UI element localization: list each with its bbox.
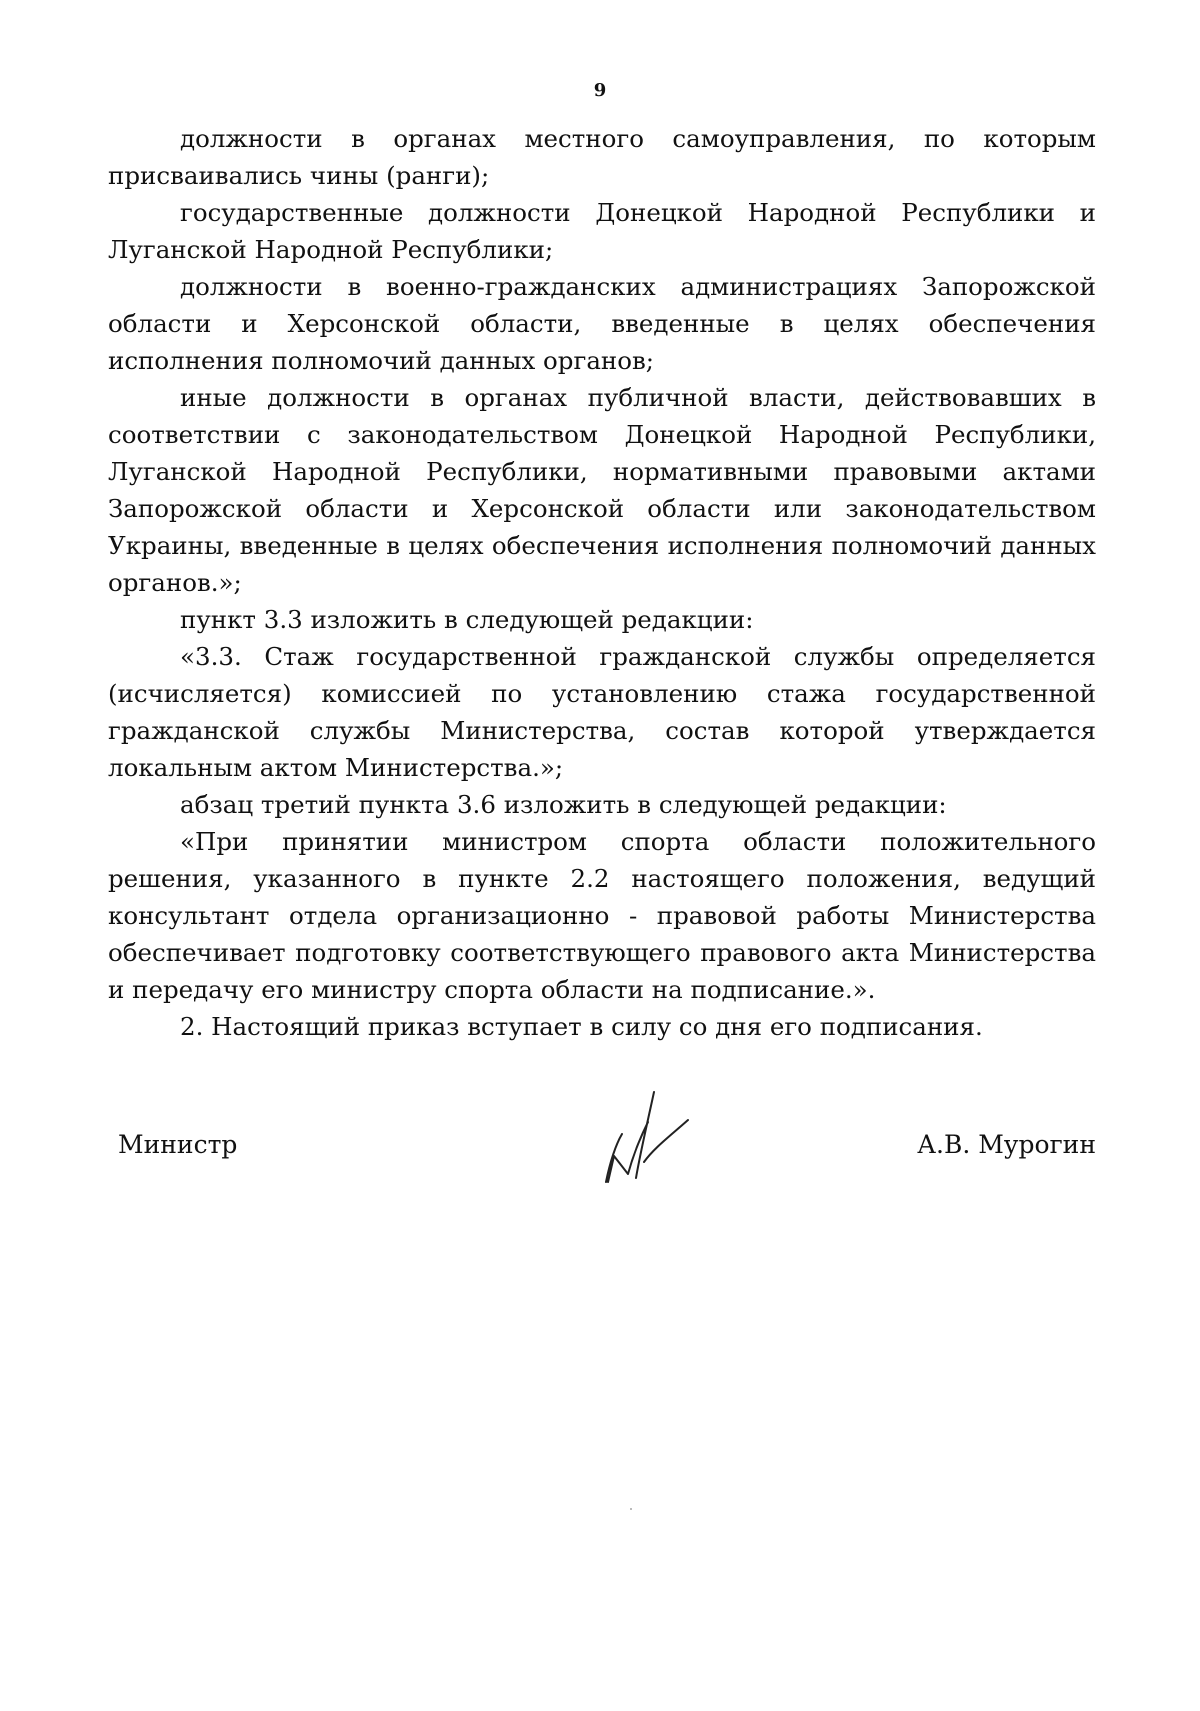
signatory-position: Министр — [118, 1130, 238, 1159]
page-number: 9 — [593, 80, 607, 101]
document-body — [108, 120, 1096, 1045]
paragraph-point-3-6-text: «При принятии министром спорта области положительного решения, указанного в пункте 2.2 настоящего положения, ведущий консультант отдела организационно - правовой работы Министерства обеспечивает подготовку соответствующего правового акта Министерства и передачу его министру спорта области на подписание.». — [108, 827, 1096, 1004]
scan-artifact — [630, 1508, 632, 1510]
paragraph-point-3-3-intro: пункт 3.3 изложить в следующей редакции: — [180, 605, 754, 634]
paragraph-entry-into-force: 2. Настоящий приказ вступает в силу со дня его подписания. — [180, 1012, 983, 1041]
paragraph-point-3-6-intro: абзац третий пункта 3.6 изложить в следующей редакции: — [180, 790, 947, 819]
paragraph-point-3-3-text: «3.3. Стаж государственной гражданской службы определяется (исчисляется) комиссией по установлению стажа государственной гражданской службы Министерства, состав которой утверждается локальным актом Министерства.»; — [108, 642, 1096, 782]
handwritten-signature-icon — [588, 1082, 698, 1192]
paragraph-local-government-posts: должности в органах местного самоуправления, по которым присваивались чины (ранги); — [108, 124, 1096, 190]
signatory-name: А.В. Мурогин — [917, 1130, 1096, 1159]
paragraph-state-posts: государственные должности Донецкой Народной Республики и Луганской Народной Республики; — [108, 198, 1096, 264]
paragraph-military-civil-administrations: должности в военно-гражданских администрациях Запорожской области и Херсонской области, введенные в целях обеспечения исполнения полномочий данных органов; — [108, 272, 1096, 375]
paragraph-other-public-posts: иные должности в органах публичной власти, действовавших в соответствии с законодательством Донецкой Народной Республики, Луганской Народной Республики, нормативными правовыми актами Запорожской области и Херсонской области или законодательством Украины, введенные в целях обеспечения исполнения полномочий данных органов.»; — [108, 383, 1096, 597]
signature-block — [0, 1110, 1200, 1230]
